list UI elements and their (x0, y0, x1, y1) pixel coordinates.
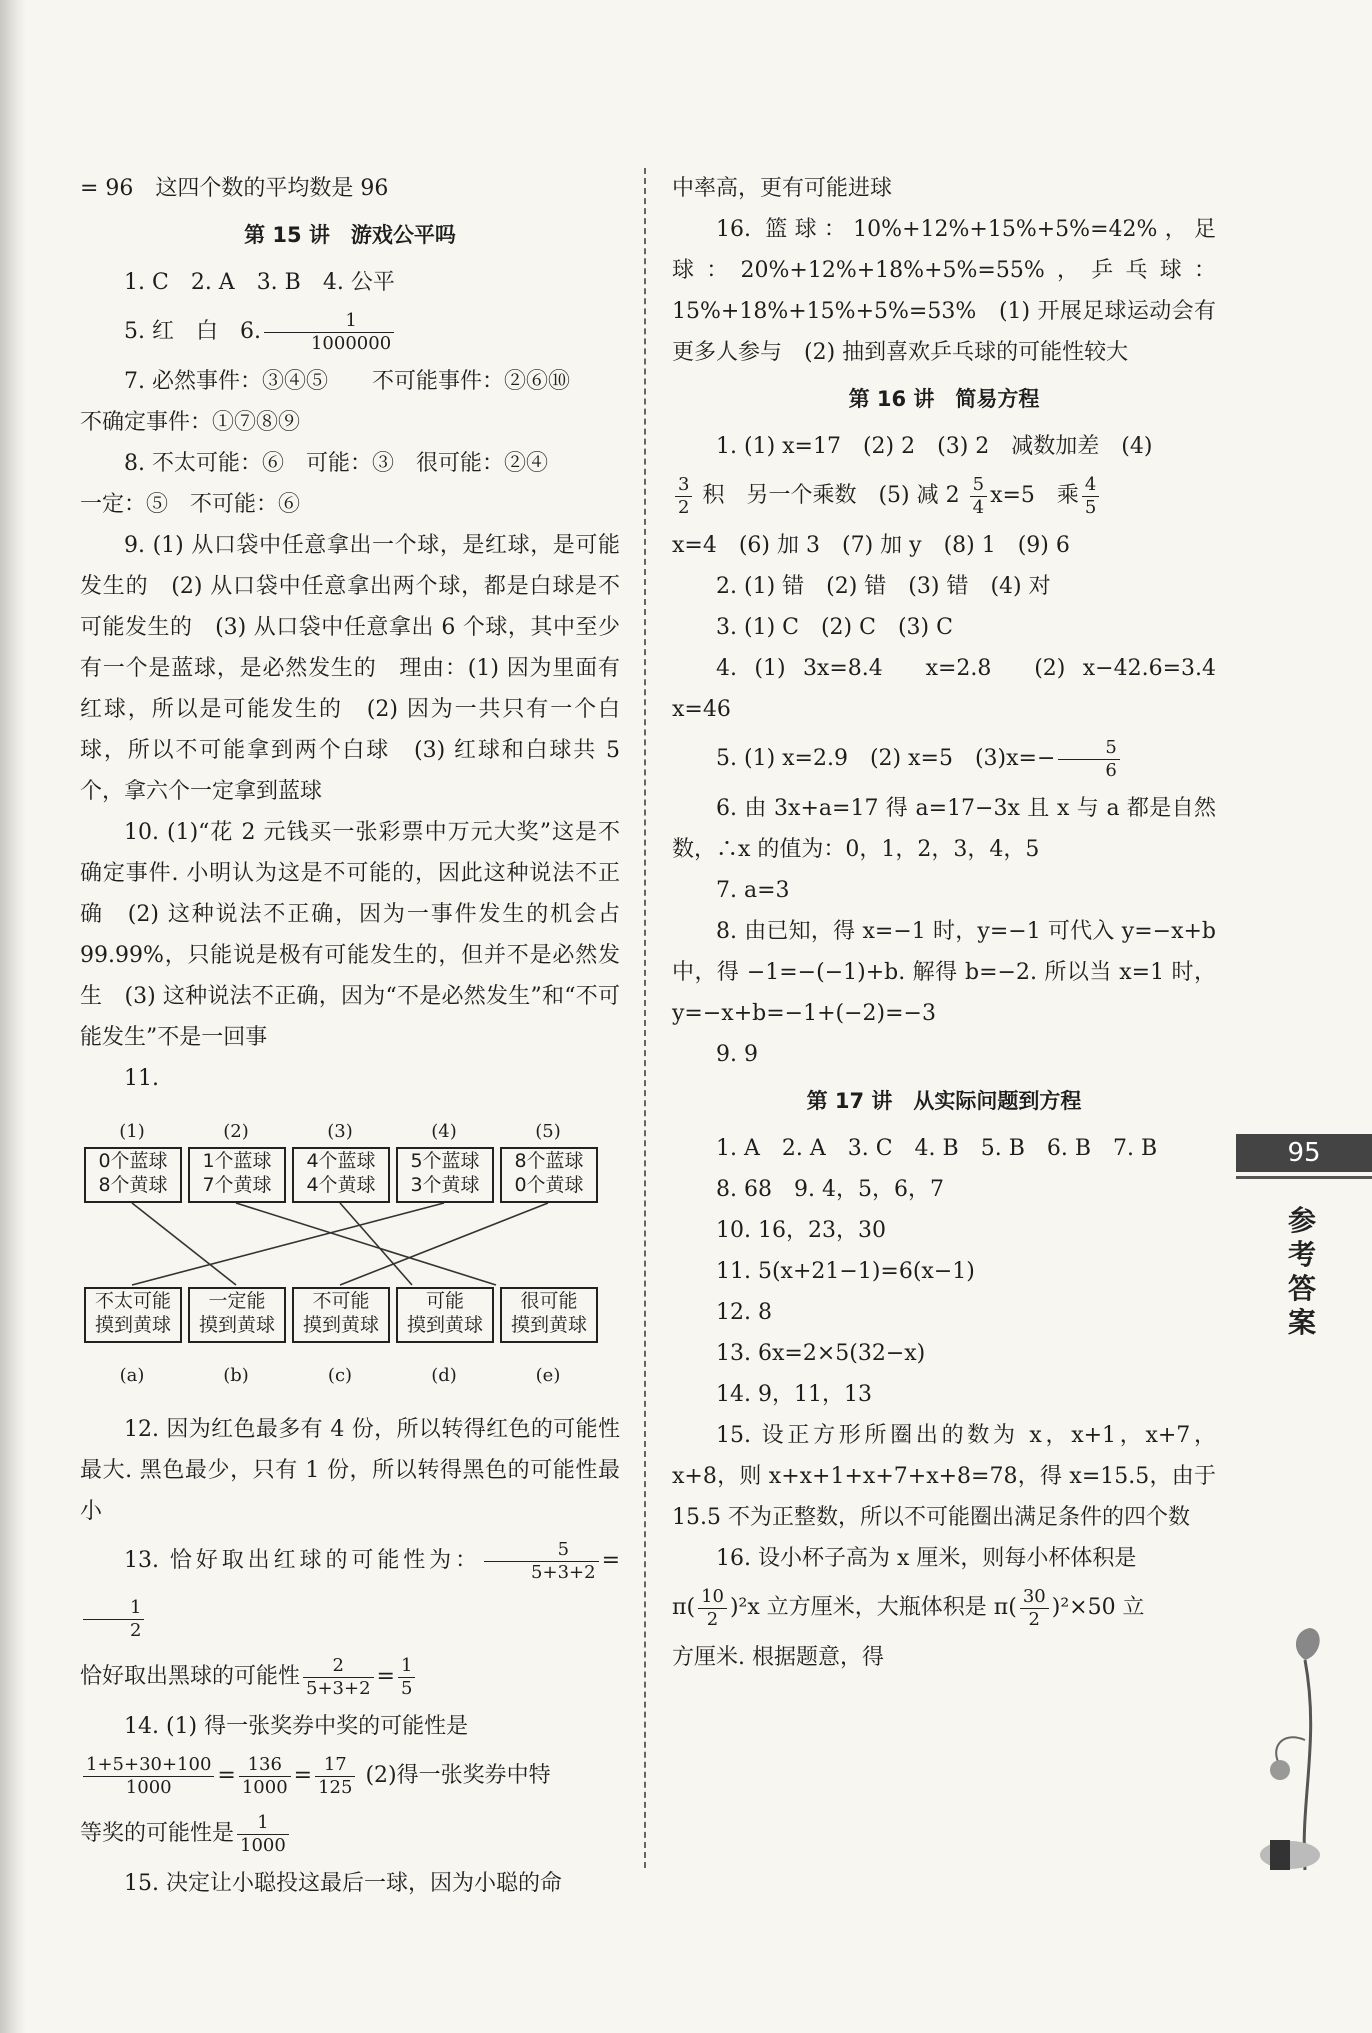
bottom-label: (b) (223, 1365, 249, 1386)
top-label: (4) (431, 1121, 457, 1142)
top-label: (1) (119, 1121, 145, 1142)
l16-q5: 5. (1) x=2.9 (2) x=5 (3)x=− $\frac{5}{6}$ (672, 730, 1216, 788)
fraction: $\frac{10}{2}$ (698, 1586, 727, 1631)
likelihood-box-a: 不太可能 摸到黄球 (84, 1287, 182, 1343)
likelihood-box-e: 很可能 摸到黄球 (500, 1287, 598, 1343)
l15-q12: 12. 因为红色最多有 4 份，所以转得红色的可能性最大. 黑色最少，只有 1 份，所以转得黑色的可能性最小 (80, 1417, 620, 1524)
l15-q7-cont: 不确定事件：①⑦⑧⑨ (80, 410, 301, 435)
fraction: $\frac{17}{125}$ (315, 1754, 355, 1799)
ball-box-4: 5个蓝球 3个黄球 (396, 1147, 494, 1203)
l15-q16: 16. 篮球：10%+12%+15%+5%=42%，足球：20%+12%+18%+5%=55%，乒乓球：15%+18%+15%+5%=53% (1) 开展足球运动会有更多人参与 (2) 抽到喜欢乒乓球的可能性较大 (672, 217, 1216, 365)
top-label: (3) (327, 1121, 353, 1142)
fraction: $\frac{1}{5}$ (398, 1655, 415, 1700)
likelihood-box-b: 一定能 摸到黄球 (188, 1287, 286, 1343)
l17-q10: 10. 16，23，30 (716, 1218, 886, 1243)
likelihood-box-c: 不可能 摸到黄球 (292, 1287, 390, 1343)
bottom-label: (c) (327, 1365, 353, 1386)
fraction: $\frac{136}{1000}$ (239, 1754, 291, 1799)
matching-diagram (80, 1103, 620, 1403)
plant-decoration-icon (1250, 1600, 1350, 1880)
page-number-tab: 95 (1236, 1134, 1372, 1172)
right-intro-line: 中率高，更有可能进球 (672, 176, 893, 201)
l16-q2: 2. (1) 错 (2) 错 (3) 错 (4) 对 (716, 574, 1051, 599)
bottom-label: (a) (119, 1365, 145, 1386)
fraction: $\frac{5}{6}$ (1058, 737, 1119, 782)
l15-q7: 7. 必然事件：③④⑤ 不可能事件：②⑥⑩ (124, 369, 570, 394)
bottom-label: (d) (431, 1365, 457, 1386)
l16-q6: 6. 由 3x+a=17 得 a=17−3x 且 x 与 a 都是自然数，∴x 的值为：0，1，2，3，4，5 (672, 796, 1216, 862)
left-column (80, 168, 620, 1904)
fraction: $\frac{2}{5+3+2}$ (303, 1655, 374, 1700)
l15-q8-cont: 一定：⑤ 不可能：⑥ (80, 492, 301, 517)
fraction: $\frac{1+5+30+100}{1000}$ (83, 1754, 214, 1799)
l15-q1-4: 1. C 2. A 3. B 4. 公平 (124, 270, 395, 295)
book-binding-shadow (0, 0, 26, 2033)
l17-q14: 14. 9，11，13 (716, 1382, 872, 1407)
top-label: (2) (223, 1121, 249, 1142)
l15-q14-cont2: 等奖的可能性是 $\frac{1}{1000}$ (80, 1805, 620, 1863)
fraction: $\frac{1}{2}$ (83, 1597, 144, 1642)
fraction: $\frac{30}{2}$ (1020, 1586, 1049, 1631)
l16-q8: 8. 由已知，得 x=−1 时，y=−1 可代入 y=−x+b 中，得 −1=−(−1)+b. 解得 b=−2. 所以当 x=1 时，y=−x+b=−1+(−2)=−3 (672, 919, 1216, 1026)
l17-q12: 12. 8 (716, 1300, 772, 1325)
l17-q16-cont: π( $\frac{10}{2}$ )²x 立方厘米，大瓶体积是 π( $\frac{30}{2}$ )²×50 立 (672, 1585, 1145, 1630)
l15-q5-6: 5. 红 白 6. $\frac{1}{1000000}$ (80, 303, 620, 361)
l15-q15: 15. 决定让小聪投这最后一球，因为小聪的命 (124, 1871, 562, 1896)
l15-q14: 14. (1) 得一张奖券中奖的可能性是 (124, 1714, 469, 1739)
l17-q1-7: 1. A 2. A 3. C 4. B 5. B 6. B 7. B (716, 1136, 1158, 1161)
l15-q13-cont: 恰好取出黑球的可能性 $\frac{2}{5+3+2}$ = $\frac{1}{5}$ (80, 1648, 620, 1706)
fraction: $\frac{4}{5}$ (1082, 474, 1099, 519)
l15-q10: 10. (1)“花 2 元钱买一张彩票中万元大奖”这是不确定事件. 小明认为这是不可能的，因此这种说法不正确 (2) 这种说法不正确，因为一事件发生的机会占 99.99%，只能说是极有可能发生的，但并不是必然发生 (3) 这种说法不正确，因为“不是必然发生”和“不可能发生”不是一回事 (80, 820, 620, 1050)
l16-q4: 4. (1) 3x=8.4 x=2.8 (2) x−42.6=3.4 x=46 (672, 656, 1239, 722)
fraction: $\frac{3}{2}$ (675, 474, 692, 519)
heading-lesson-17: 第 17 讲 从实际问题到方程 (806, 1089, 1082, 1113)
fraction: $\frac{1}{1000}$ (237, 1812, 289, 1857)
fraction: $\frac{5}{5+3+2}$ (484, 1539, 599, 1584)
fraction: $\frac{5}{4}$ (970, 474, 987, 519)
side-title: 参考答案 (1288, 1204, 1317, 1339)
l17-q13: 13. 6x=2×5(32−x) (716, 1341, 926, 1366)
l17-q16-cont2: 方厘米. 根据题意，得 (672, 1645, 884, 1670)
l17-q15: 15. 设正方形所圈出的数为 x，x+1，x+7，x+8，则 x+x+1+x+7+x+8=78，得 x=15.5，由于 15.5 不为正整数，所以不可能圈出满足条件的四个数 (672, 1423, 1216, 1530)
ball-box-1: 0个蓝球 8个黄球 (84, 1147, 182, 1203)
bottom-label: (e) (535, 1365, 561, 1386)
top-label: (5) (535, 1121, 561, 1142)
l16-q3: 3. (1) C (2) C (3) C (716, 615, 953, 640)
ball-box-2: 1个蓝球 7个黄球 (188, 1147, 286, 1203)
l16-q9: 9. 9 (716, 1042, 758, 1067)
l15-q11: 11. (124, 1066, 159, 1091)
l15-q8: 8. 不太可能：⑥ 可能：③ 很可能：②④ (124, 451, 548, 476)
heading-lesson-16: 第 16 讲 简易方程 (848, 387, 1040, 411)
l16-q1-cont2: x=4 (6) 加 3 (7) 加 y (8) 1 (9) 6 (672, 533, 1070, 558)
l16-q1-cont: $\frac{3}{2}$ 积 另一个乘数 (5) 减 2 $\frac{5}{4}$ x=5 乘 $\frac{4}{5}$ (672, 467, 1216, 525)
right-column (672, 168, 1239, 1678)
heading-lesson-15: 第 15 讲 游戏公平吗 (244, 223, 456, 247)
fraction: $\frac{1}{1000000}$ (264, 310, 394, 355)
l15-q14-cont: $\frac{1+5+30+100}{1000}$ = $\frac{136}{1000}$ = $\frac{17}{125}$ (2)得一张奖券中特 (80, 1747, 620, 1805)
l17-q8-9: 8. 68 9. 4，5，6，7 (716, 1177, 944, 1202)
l16-q1: 1. (1) x=17 (2) 2 (3) 2 减数加差 (4) (716, 434, 1153, 459)
l15-q9: 9. (1) 从口袋中任意拿出一个球，是红球，是可能发生的 (2) 从口袋中任意拿出两个球，都是白球是不可能发生的 (3) 从口袋中任意拿出 6 个球，其中至少有一个是蓝球，是必然发生的 理由：(1) 因为里面有红球，所以是可能发生的 (2) 因为一共只有一个白球，所以不可能拿到两个白球 (3) 红球和白球共 5 个，拿六个一定拿到蓝球 (80, 533, 620, 804)
left-intro-line: = 96 这四个数的平均数是 96 (80, 176, 389, 201)
ball-box-5: 8个蓝球 0个黄球 (500, 1147, 598, 1203)
likelihood-box-d: 可能 摸到黄球 (396, 1287, 494, 1343)
column-divider (644, 168, 646, 1868)
l16-q7: 7. a=3 (716, 878, 790, 903)
ball-box-3: 4个蓝球 4个黄球 (292, 1147, 390, 1203)
l17-q16: 16. 设小杯子高为 x 厘米，则每小杯体积是 (716, 1546, 1137, 1571)
l15-q13: 13. 恰好取出红球的可能性为： $\frac{5}{5+3+2}$ = $\frac{1}{2}$ (80, 1532, 620, 1648)
tab-underline (1236, 1176, 1372, 1179)
l17-q11: 11. 5(x+21−1)=6(x−1) (716, 1259, 975, 1284)
